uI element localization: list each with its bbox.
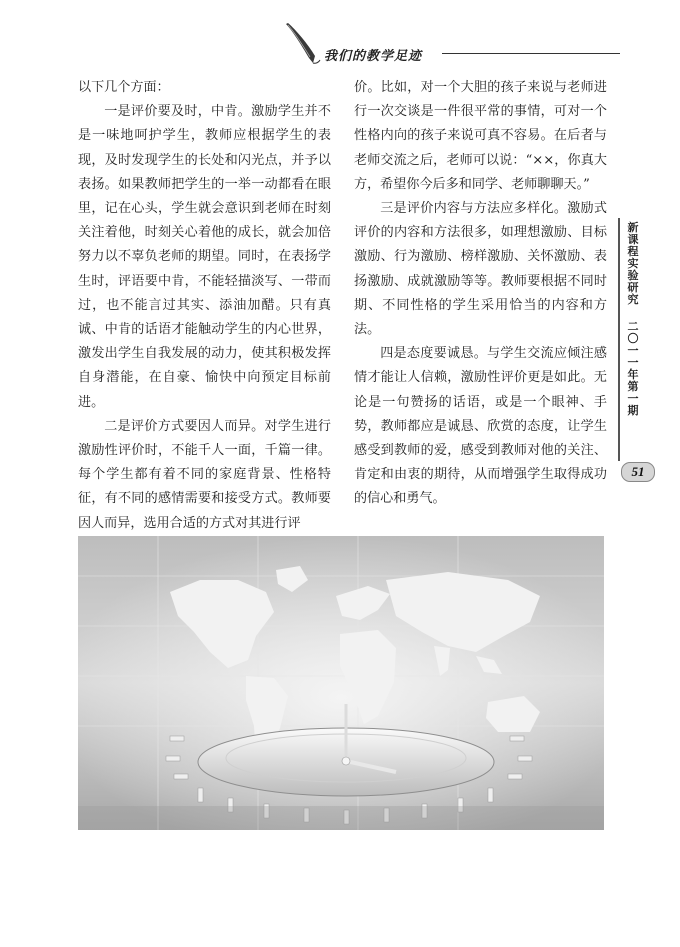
pen-nib-icon xyxy=(282,20,322,66)
left-column xyxy=(78,76,331,536)
paragraph: 二是评价方式要因人而异。对学生进行激励性评价时，不能千人一面，千篇一律。每个学生都有着不同的家庭背景、性格特征，有不同的感情需要和接受方式。教师要因人而异，选用合适的方式对其进行评 xyxy=(78,418,331,531)
page-header xyxy=(0,0,680,70)
header-rule xyxy=(442,53,620,54)
paragraph: 三是评价内容与方法应多样化。激励式评价的内容和方法很多，如理想激励、目标激励、行为激励、榜样激励、关怀激励、表扬激励、成就激励等等。教师要根据不同时期、不同性格的学生采用恰当的内容和方法。 xyxy=(354,201,607,338)
paragraph: 四是态度要诚恳。与学生交流应倾注感情才能让人信赖，激励性评价更是如此。无论是一句赞扬的话语，或是一个眼神、手势，教师都应是诚恳、欣赏的态度，让学生感受到教师的爱，感受到教师对他的关注、肯定和由衷的期待，从而增强学生取得成功的信心和勇气。 xyxy=(354,346,607,507)
page-number-badge xyxy=(621,462,655,482)
journal-name: 新课程实验研究 xyxy=(627,221,639,306)
page-number: 51 xyxy=(631,464,645,479)
paragraph: 以下几个方面： xyxy=(78,80,170,95)
paragraph: 价。比如，对一个大胆的孩子来说与老师进行一次交谈是一件很平常的事情，可对一个性格内向的孩子来说可真不容易。在后者与老师交流之后，老师可以说：“××，你真大方，希望你今后多和同学、老师聊聊天。” xyxy=(354,80,607,192)
journal-side-tab xyxy=(618,218,660,498)
issue-label: 二〇一一年 第一期 xyxy=(627,320,639,417)
side-divider xyxy=(618,218,620,461)
world-map-clock-illustration xyxy=(78,536,604,830)
right-column xyxy=(354,76,607,512)
section-title: 我们的教学足迹 xyxy=(324,49,423,64)
paragraph: 一是评价要及时，中肯。激励学生并不是一味地呵护学生，教师应根据学生的表现，及时发现学生的长处和闪光点，并予以表扬。如果教师把学生的一举一动都看在眼里，记在心头，学生就会意识到老师在时刻关注着他，时刻关心着他的成长，就会加倍努力以不辜负老师的期望。同时，在表扬学生时，评语要中肯，不能轻描淡写、一带而过，也不能言过其实、添油加醋。只有真诚、中肯的话语才能触动学生的内心世界，激发出学生自我发展的动力，使其积极发挥自身潜能，在自豪、愉快中向预定目标前进。 xyxy=(78,104,331,410)
